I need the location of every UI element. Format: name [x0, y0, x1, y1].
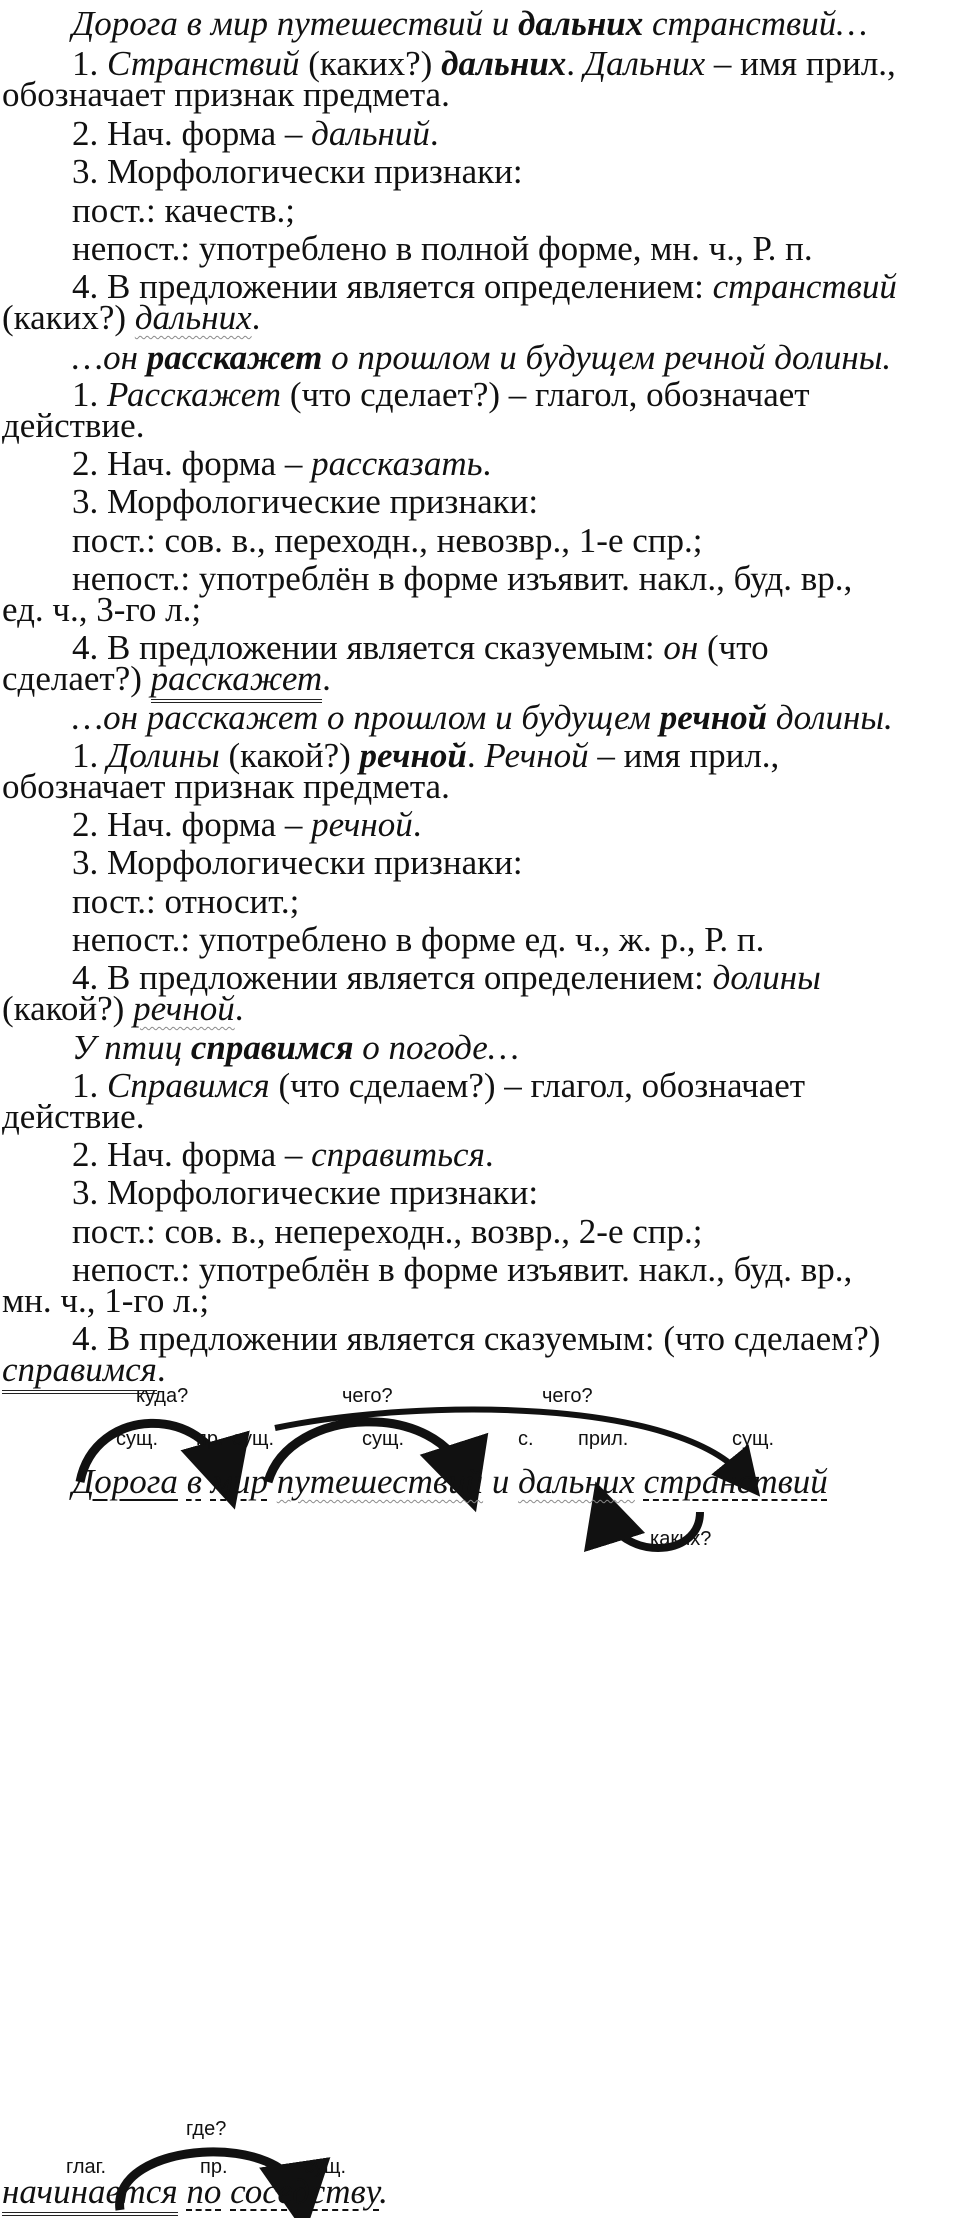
analysis-line: 4. В предложении является определением: долины: [72, 958, 821, 997]
question-label: каких?: [650, 1528, 712, 1550]
analysis-line: непост.: употреблён в форме изъявит. накл., буд. вр.,: [72, 1250, 853, 1289]
word: соседству: [230, 2172, 380, 2211]
analysis-line: 2. Нач. форма – рассказать.: [72, 444, 492, 483]
analysis-line: действие.: [2, 406, 145, 445]
pos-tag: сущ.: [362, 1428, 405, 1450]
analysis-line: справимся.: [2, 1348, 166, 1391]
analysis-line: действие.: [2, 1097, 145, 1136]
word: в: [186, 1462, 202, 1501]
analysis-line: 2. Нач. форма – речной.: [72, 805, 422, 844]
analysis-line: сделает?) расскажет.: [2, 657, 331, 700]
word: странствий: [643, 1462, 828, 1501]
pos-tag: глаг.: [66, 2156, 107, 2178]
word: дальних: [518, 1462, 635, 1501]
pos-tag: прил.: [578, 1428, 629, 1450]
word: и: [491, 1462, 510, 1501]
analysis-line: 3. Морфологические признаки:: [72, 1173, 539, 1212]
analysis-line: обозначает признак предмета.: [2, 767, 450, 806]
analysis-line: 3. Морфологически признаки:: [72, 152, 523, 191]
analysis-line: 1. Расскажет (что сделает?) – глагол, обозначает: [72, 375, 810, 414]
analysis-line: 4. В предложении является сказуемым: он (что: [72, 628, 769, 667]
sentence-heading-1: Дорога в мир путешествий и дальних странствий…: [72, 4, 868, 43]
analysis-line: 1. Справимся (что сделаем?) – глагол, обозначает: [72, 1066, 806, 1105]
word: по: [186, 2172, 222, 2211]
analysis-line: пост.: качеств.;: [72, 191, 295, 230]
question-label: где?: [186, 2118, 227, 2140]
pos-tag: пр.: [196, 1428, 224, 1450]
pos-tag: сущ.: [116, 1428, 159, 1450]
analysis-line: 3. Морфологически признаки:: [72, 843, 523, 882]
word: путешествий: [276, 1462, 484, 1501]
pos-tag: пр.: [200, 2156, 228, 2178]
word: мир: [210, 1462, 268, 1501]
analysis-line: 3. Морфологические признаки:: [72, 482, 539, 521]
analysis-line: (каких?) дальних.: [2, 298, 261, 337]
analysis-line: (какой?) речной.: [2, 989, 244, 1028]
analysis-line: непост.: употреблён в форме изъявит. накл., буд. вр.,: [72, 559, 853, 598]
analysis-line: 1. Странствий (каких?) дальних. Дальних – имя прил.,: [72, 44, 896, 83]
analysis-line: 2. Нач. форма – справиться.: [72, 1135, 494, 1174]
diagram-sentence-2: [2, 2172, 388, 2212]
question-label: чего?: [542, 1385, 593, 1407]
analysis-line: 4. В предложении является определением: странствий: [72, 267, 897, 306]
pos-tag: сущ.: [304, 2156, 347, 2178]
sentence-heading-3: …он расскажет о прошлом и будущем речной долины.: [72, 698, 893, 737]
predicate-word: начинается: [2, 2172, 178, 2216]
pos-tag: сущ.: [732, 1428, 775, 1450]
question-label: куда?: [136, 1385, 189, 1407]
analysis-line: 4. В предложении является сказуемым: (что сделаем?): [72, 1319, 881, 1358]
analysis-line: 1. Долины (какой?) речной. Речной – имя прил.,: [72, 736, 780, 775]
pos-tag: с.: [518, 1428, 534, 1450]
analysis-line: непост.: употреблено в полной форме, мн. ч., Р. п.: [72, 229, 813, 268]
sentence-heading-2: …он расскажет о прошлом и будущем речной долины.: [72, 338, 892, 377]
analysis-line: 2. Нач. форма – дальний.: [72, 114, 439, 153]
diagram-sentence: [72, 1462, 828, 1502]
sentence-heading-4: У птиц справимся о погоде…: [72, 1028, 519, 1067]
analysis-line: обозначает признак предмета.: [2, 75, 450, 114]
pos-tag: сущ.: [232, 1428, 275, 1450]
analysis-line: пост.: сов. в., непереходн., возвр., 2-е спр.;: [72, 1212, 703, 1251]
analysis-line: пост.: относит.;: [72, 882, 300, 921]
question-label: чего?: [342, 1385, 393, 1407]
period: .: [379, 2172, 388, 2211]
analysis-line: непост.: употреблено в форме ед. ч., ж. р., Р. п.: [72, 920, 765, 959]
analysis-line: пост.: сов. в., переходн., невозвр., 1-е спр.;: [72, 521, 703, 560]
analysis-line: ед. ч., 3-го л.;: [2, 590, 202, 629]
subject-word: Дорога: [72, 1462, 178, 1501]
analysis-line: мн. ч., 1-го л.;: [2, 1281, 210, 1320]
